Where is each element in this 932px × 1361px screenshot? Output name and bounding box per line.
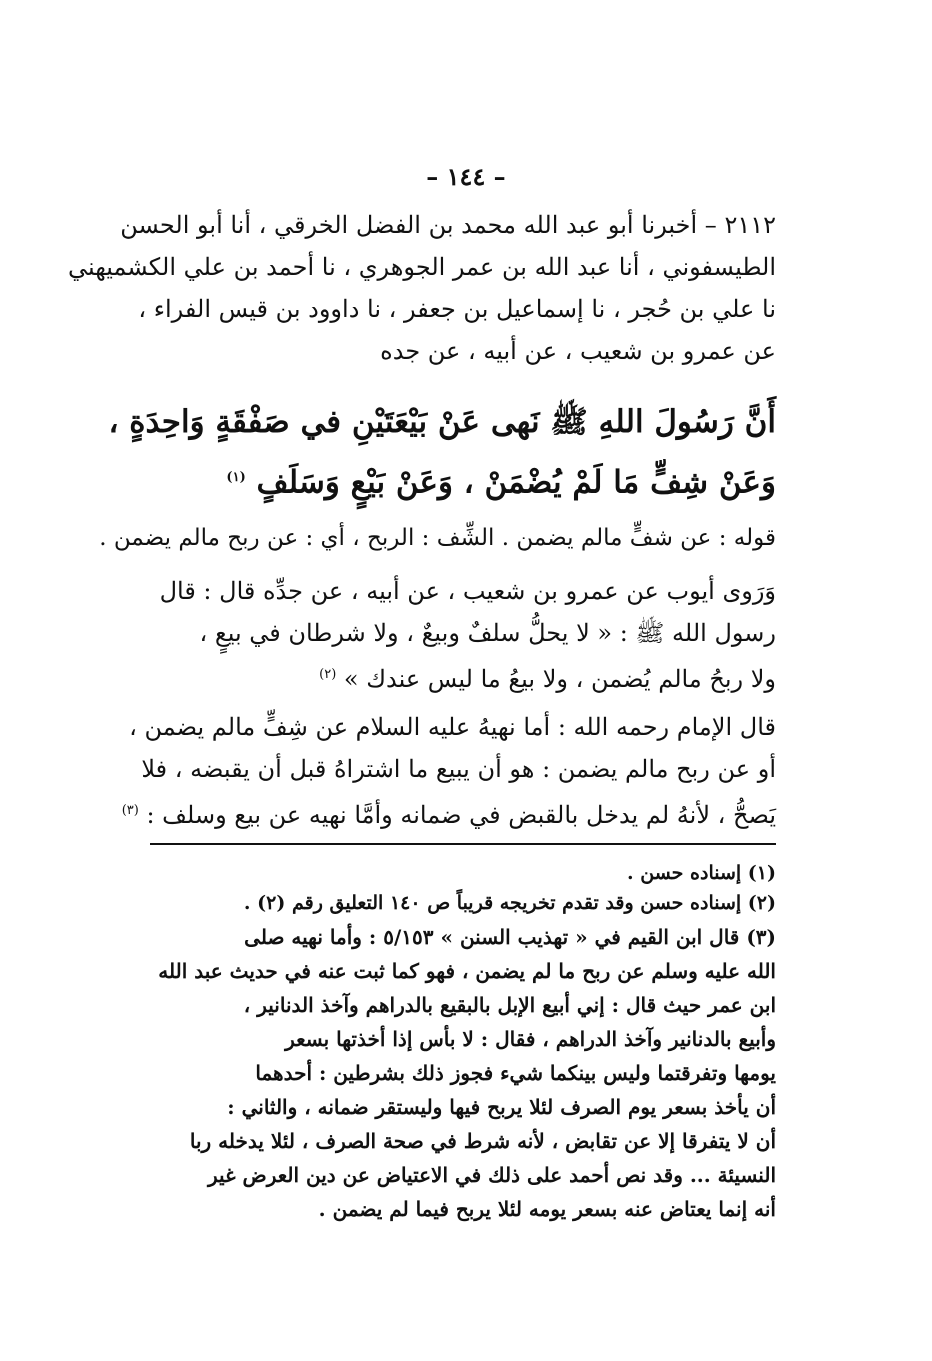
imam-line: قال الإمام رحمه الله : أما نهيهُ عليه السلام عن شِفٍّ مالم يضمن ، <box>129 713 776 741</box>
isnad-line: ٢١١٢ – أخبرنا أبو عبد الله محمد بن الفضل الخرقي ، أنا أبو الحسن <box>120 211 776 239</box>
riwaya-line: وَرَوى أيوب عن عمرو بن شعيب ، عن أبيه ، عن جدِّه قال : قال <box>159 577 776 605</box>
footnote-3-line: ابن عمر حيث قال : إني أبيع الإبل بالبقيع بالدراهم وآخذ الدنانير ، <box>243 993 776 1017</box>
riwaya-line: رسول الله ﷺ : « لا يحلُّ سلفٌ وبيعٌ ، ولا شرطان في بيعٍ ، <box>199 619 776 647</box>
footnote-2: (٢) إسناده حسن وقد تقدم تخريجه قريباً ص ١٤٠ التعليق رقم (٢) . <box>243 892 776 914</box>
hadith-line-text: وَعَنْ شِفٍّ مَا لَمْ يُضْمَنْ ، وَعَنْ بَيْعٍ وَسَلَفٍ <box>256 464 776 501</box>
footnotes <box>150 858 776 918</box>
footnote-ref-1: (١) <box>226 470 246 485</box>
isnad-paragraph <box>67 204 776 372</box>
isnad-line: الطيسفوني ، أنا عبد الله بن عمر الجوهري ، نا أحمد بن علي الكشميهني <box>67 253 776 281</box>
isnad-line: عن عمرو بن شعيب ، عن أبيه ، عن جده <box>380 337 776 365</box>
imam-paragraph <box>121 706 776 832</box>
footnote-3-line: (٣) قال ابن القيم في « تهذيب السنن » ٥/١٥٣ : وأما نهيه صلى <box>244 925 776 949</box>
footnote-1: (١) إسناده حسن . <box>627 862 776 884</box>
footnote-3-line: وأبيع بالدنانير وآخذ الدراهم ، فقال : لا بأس إذا أخذتها بسعر <box>285 1027 776 1051</box>
footnote-separator <box>150 843 776 845</box>
footnote-3-line: الله عليه وسلم عن ربح ما لم يضمن ، فهو كما ثبت عنه في حديث عبد الله <box>158 959 776 983</box>
riwaya-line-text: ولا ربحُ مالم يُضمن ، ولا بيعُ ما ليس عندك » <box>343 665 776 693</box>
imam-line <box>121 790 776 832</box>
riwaya-paragraph <box>150 570 776 696</box>
footnote-3-line: يومها وتفرقتما وليس بينكما شيء فجوز ذلك بشرطين : أحدهما <box>255 1061 776 1085</box>
hadith-line <box>150 450 776 506</box>
commentary-line: قوله : عن شفٍّ مالم يضمن . الشِّف : الربح ، أي : عن ربح مالم يضمن . <box>99 525 776 551</box>
footnote-ref-3: (٣) <box>121 803 139 818</box>
imam-line: أو عن ربح مالم يضمن : هو أن يبيع ما اشتراهُ قبل أن يقبضه ، فلا <box>141 755 776 783</box>
hadith-text <box>108 394 776 506</box>
footnote-3-line: النسيئة ... وقد نص أحمد على ذلك في الاعتياض عن دين العرض غير <box>208 1163 776 1187</box>
footnote-3-line: أن لا يتفرقا إلا عن تقابض ، لأنه شرط في صحة الصرف ، لئلا يدخله ربا <box>189 1129 776 1153</box>
footnote-ref-2: (٢) <box>319 667 337 682</box>
page-number: – ١٤٤ – <box>426 162 506 191</box>
riwaya-line <box>150 654 776 696</box>
imam-line-text: يَصحُّ ، لأنهُ لم يدخل بالقبض في ضمانه وأمَّا نهيه عن بيع وسلف : <box>146 801 776 829</box>
hadith-line: أَنَّ رَسُولَ اللهِ ﷺ نَهى عَنْ بَيْعَتَيْنِ في صَفْقَةٍ وَاحِدَةٍ ، <box>108 404 776 440</box>
commentary-paragraph <box>99 518 776 558</box>
footnote-3-line: أنه إنما يعتاض عنه بسعر يومه لئلا يربح فيما لم يضمن . <box>318 1197 776 1221</box>
isnad-line: نا علي بن حُجر ، نا إسماعيل بن جعفر ، نا داوود بن قيس الفراء ، <box>138 295 776 323</box>
footnote-3-line: أن يأخذ بسعر يوم الصرف لئلا يربح فيها وليستقر ضمانه ، والثاني : <box>227 1095 776 1119</box>
footnote-3 <box>150 920 776 1226</box>
